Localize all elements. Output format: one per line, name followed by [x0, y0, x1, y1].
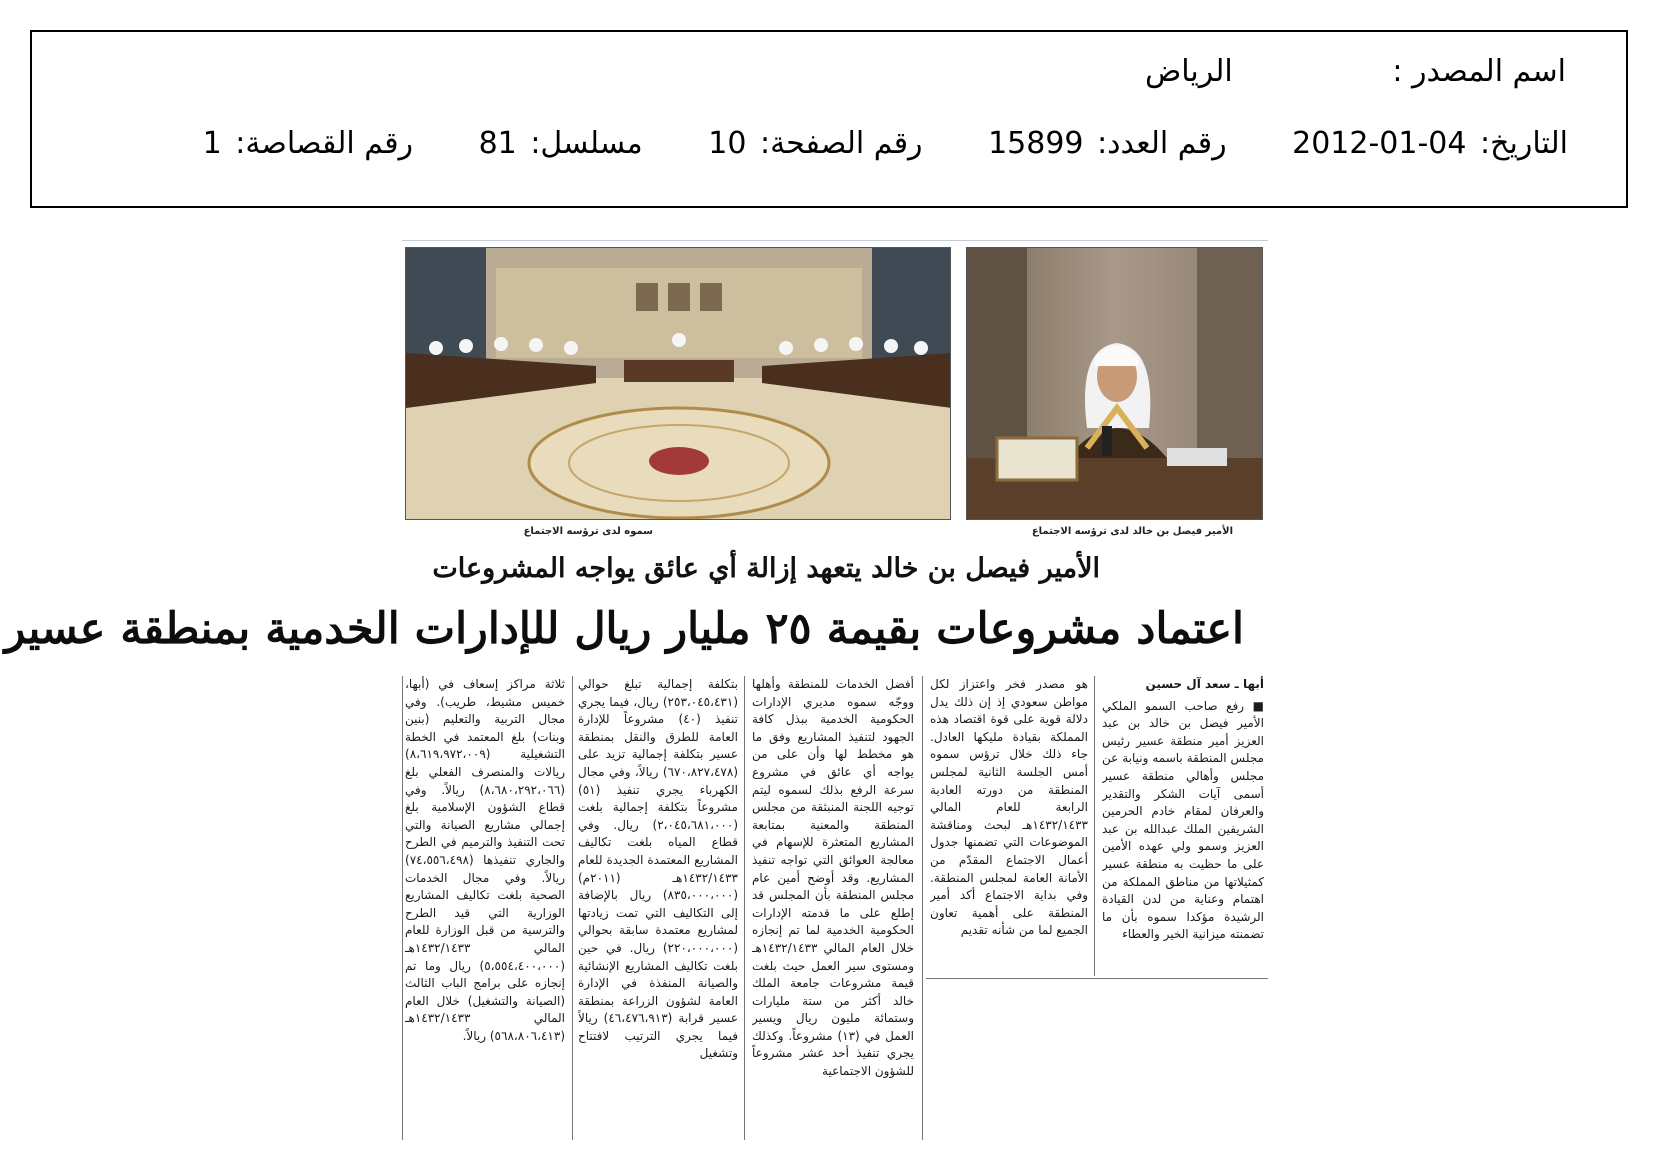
column-1-text: ■ رفع صاحب السمو الملكي الأمير فيصل بن خالد بن عبد العزيز أمير منطقة عسير رئيس مجلس المنطقة باسمه ونيابة عن مجلس وأهالي منطقة عسير أسمى آيات الشكر والتقدير والعرفان لمقام خادم الحرمين الشريفين الملك عبدالله بن عبد العزيز وسمو ولي عهده الأمين على ما حظيت به منطقة عسير كمثيلاتها من مناطق المملكة من اهتمام وعناية من لدن القيادة الرشيدة مؤكدا سموه بأن ما تضمنته ميزانية الخير والعطاء	[1102, 698, 1264, 942]
article-column-1	[1102, 676, 1264, 976]
column-5-text: ثلاثة مراكز إسعاف في (أبها، خميس مشيط، طريب). وفي مجال التربية والتعليم (بنين وبنات) بلغ المعتمد في الخطة التشغيلية (٨،٦١٩،٩٧٢،٠٠٩) ريالات والمنصرف الفعلي بلغ (٨،٦٨٠،٢٩٢،٠٦٦) ريالاً. وفي قطاع الشؤون الإسلامية بلغ إجمالي مشاريع الصيانة والتي تحت التنفيذ والترميم في الطرح والجاري تنفيذها (٧٤،٥٥٦،٤٩٨) ريالاً. وفي مجال الخدمات الصحية بلغت تكاليف المشاريع الوزارية التي قيد الطرح والترسية من قبل الوزارة للعام المالي ١٤٣٢/١٤٣٣هـ (٥،٥٥٤،٤٠٠،٠٠٠) ريال وما تم إنجازه على برامج الباب الثالث (الصيانة والتشغيل) خلال العام المالي ١٤٣٢/١٤٣٣هـ (٥٦٨،٨٠٦،٤١٣) ريالاً.	[405, 677, 565, 1043]
date-label: التاريخ:	[1480, 126, 1568, 161]
photo-prince-illustration	[967, 248, 1263, 520]
article-byline: أبها ـ سعد آل حسين	[1145, 677, 1264, 691]
column-2-text: هو مصدر فخر واعتزاز لكل مواطن سعودي إذ إن ذلك يدل دلالة قوية على قوة اقتصاد هذه المملكة بقيادة مليكها العادل. جاء ذلك خلال ترؤس سموه أمس الجلسة الثانية لمجلس المنطقة من دورته العادية الرابعة للعام المالي ١٤٣٢/١٤٣٣هـ لبحث ومناقشة الموضوعات التي تضمنها جدول أعمال الاجتماع المقدّم من الأمانة العامة لمجلس المنطقة. وفي بداية الاجتماع أكد أمير المنطقة على أهمية تعاون الجميع لما من شأنه تقديم	[930, 677, 1088, 938]
column-divider	[922, 676, 923, 1140]
column-4-text: بتكلفة إجمالية تبلغ حوالي (٢٥٣،٠٤٥،٤٣١) ريال، فيما يجري تنفيذ (٤٠) مشروعاً للإدارة العامة للطرق والنقل بمنطقة عسير بتكلفة إجمالية تزيد على (٦٧٠،٨٢٧،٤٧٨) ريالاً، وفي مجال الكهرباء يجري تنفيذ (٥١) مشروعاً بتكلفة إجمالية بلغت (٢،٠٤٥،٦٨١،٠٠٠) ريال. وفي قطاع المياه بلغت تكاليف المشاريع المعتمدة الجديدة للعام ١٤٣٢/١٤٣٣هـ (٢٠١١م) (٨٣٥،٠٠٠،٠٠٠) ريال بالإضافة إلى التكاليف التي تمت زيادتها لمشاريع معتمدة سابقة بحوالي (٢٢٠،٠٠٠،٠٠٠) ريال. في حين بلغت تكاليف المشاريع الإنشائية والصيانة المنفذة في الإدارة العامة لشؤون الزراعة بمنطقة عسير قرابة (٤٦،٤٧٦،٩١٣) ريالاً فيما يجري الترتيب لافتتاح وتشغيل	[578, 677, 738, 1061]
column-3-text: أفضل الخدمات للمنطقة وأهلها ووجّه سموه مديري الإدارات الحكومية الخدمية ببذل كافة الجهود لتنفيذ المشاريع وفق ما هو مخطط لها وأن على من يواجه أي عائق في مشروع سرعة الرفع بذلك لسموه ليتم توجيه اللجنة المنبثقة من مجلس المنطقة والمعنية بمتابعة المشاريع المتعثرة للإسهام في معالجة العوائق التي تواجه تنفيذ المشاريع. وقد أوضح أمين عام مجلس المنطقة بأن المجلس قد إطلع على ما قدمته الإدارات الحكومية الخدمية لما تم إنجازه خلال العام المالي ١٤٣٢/١٤٣٣هـ ومستوى سير العمل حيث بلغت قيمة مشروعات جامعة الملك خالد أكثر من ستة مليارات وستمائة مليون ريال ويسير العمل في (١٣) مشروعاً. وكذلك يجري تنفيذ أحد عشر مشروعاً للشؤون الاجتماعية	[752, 677, 914, 1079]
caption-meeting-photo: سموه لدى ترؤسه الاجتماع	[523, 526, 653, 537]
clipping-top-border	[402, 240, 1268, 241]
page-value: 10	[708, 126, 747, 161]
article-column-3	[752, 676, 914, 1140]
article-subheadline: الأمير فيصل بن خالد يتعهد إزالة أي عائق يواجه المشروعات	[432, 553, 1100, 584]
clipping-left-border	[402, 676, 403, 1140]
clip-label: رقم القصاصة:	[235, 126, 414, 161]
date-value: 2012-01-04	[1292, 126, 1467, 161]
issue-value: 15899	[988, 126, 1084, 161]
details-line	[203, 126, 1568, 161]
caption-prince-photo: الأمير فيصل بن خالد لدى ترؤسه الاجتماع	[1031, 526, 1233, 537]
clipping-metadata-box	[30, 30, 1628, 208]
photo-council-meeting	[405, 247, 951, 520]
article-column-5	[405, 676, 565, 1140]
serial-value: 81	[478, 126, 517, 161]
issue-label: رقم العدد:	[1097, 126, 1227, 161]
article-headline: اعتماد مشروعات بقيمة ٢٥ مليار ريال للإدارات الخدمية بمنطقة عسير	[4, 604, 1244, 654]
serial-label: مسلسل:	[530, 126, 643, 161]
column-bottom-rule	[926, 978, 1268, 979]
column-divider	[1094, 676, 1095, 976]
article-column-2	[930, 676, 1088, 976]
photo-meeting-illustration	[406, 248, 951, 520]
clip-value: 1	[202, 126, 222, 161]
photo-prince-at-desk	[966, 247, 1263, 520]
column-divider	[572, 676, 573, 1140]
source-value: الرياض	[1144, 54, 1233, 89]
article-column-4	[578, 676, 738, 1140]
page-label: رقم الصفحة:	[759, 126, 923, 161]
source-line	[1145, 54, 1566, 89]
source-label: اسم المصدر :	[1392, 54, 1566, 89]
column-divider	[744, 676, 745, 1140]
